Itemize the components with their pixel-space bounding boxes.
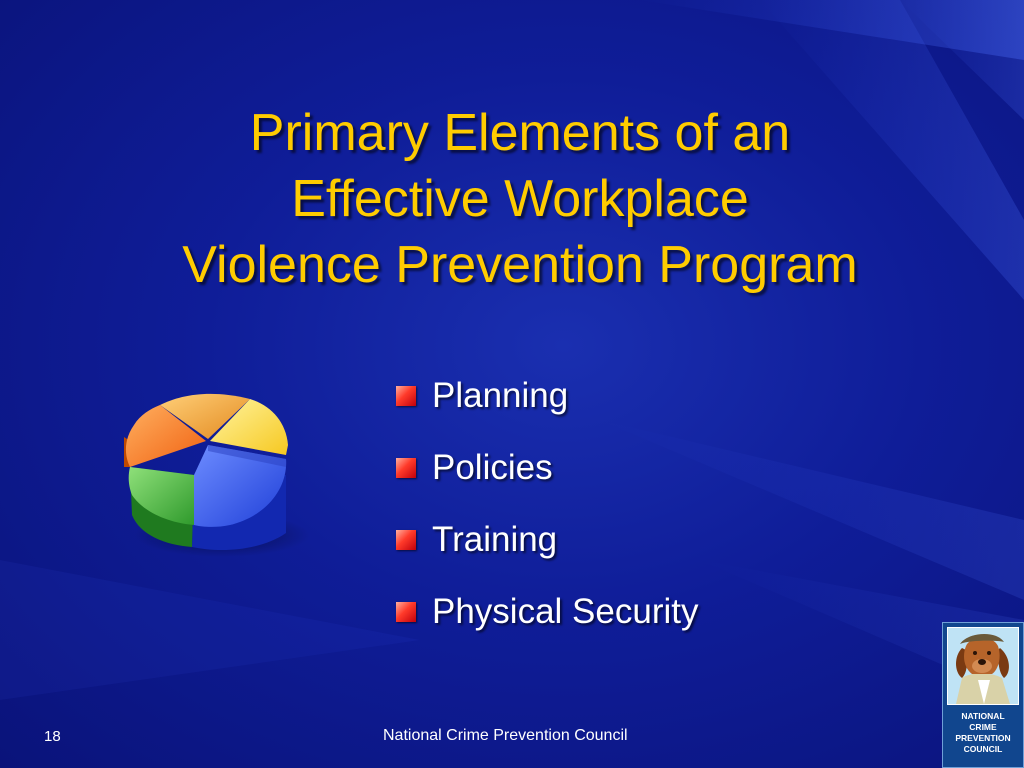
list-item [396,504,698,576]
logo-text: NATIONAL CRIME PREVENTION COUNCIL [955,711,1011,754]
mcgruff-dog-logo-icon [947,627,1019,705]
bullet-text: Training [432,520,558,559]
list-item [396,360,698,432]
bullet-list [396,360,698,648]
bullet-marker-icon [396,602,416,622]
bullet-text: Physical Security [432,592,699,631]
ncpc-logo [942,622,1024,768]
bullet-text: Policies [432,448,553,487]
slide-title [60,100,980,298]
title-line-2: Effective Workplace [291,170,749,228]
bullet-marker-icon [396,386,416,406]
title-line-1: Primary Elements of an [249,104,791,162]
footer-text: National Crime Prevention Council [383,727,628,744]
list-item [396,432,698,504]
list-item [396,576,698,648]
pie-chart-icon [110,375,310,565]
bullet-marker-icon [396,530,416,550]
title-line-3: Violence Prevention Program [182,236,858,294]
bullet-text: Planning [432,376,569,415]
bullet-marker-icon [396,458,416,478]
page-number: 18 [44,728,61,745]
